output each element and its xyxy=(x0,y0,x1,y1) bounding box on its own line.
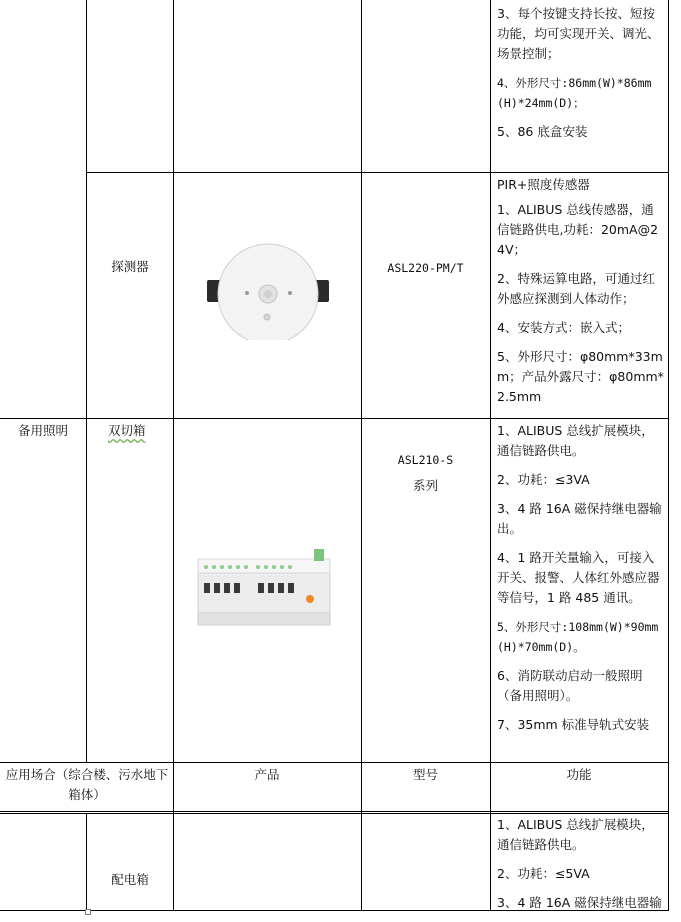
function-item: 3、4 路 16A 磁保持继电器输出。 xyxy=(497,501,662,536)
table-resize-handle[interactable] xyxy=(85,909,91,915)
row2-function xyxy=(497,175,665,416)
function-item: 1、ALIBUS 总线扩展模块，通信链路供电。 xyxy=(497,423,654,458)
header-scene: 应用场合（综合楼、污水地下箱体） xyxy=(5,767,169,802)
row3-model-line1: ASL210-S xyxy=(397,453,454,467)
row3-product-label: 双切箱 xyxy=(108,423,146,438)
row3-product-name xyxy=(108,421,168,441)
row1-function xyxy=(497,4,665,151)
function-item: 1、ALIBUS 总线传感器，通信链路供电,功耗：20mA@24V； xyxy=(497,202,659,257)
row4-product-name: 配电箱 xyxy=(111,872,149,887)
function-item: 1、ALIBUS 总线扩展模块，通信链路供电。 xyxy=(497,817,654,852)
function-item: 4、1 路开关量输入，可接入开关、报警、人体红外感应器等信号，1 路 485 通讯。 xyxy=(497,550,660,605)
function-title: PIR+照度传感器 xyxy=(497,177,590,192)
header-function: 功能 xyxy=(566,767,592,782)
row2-product-name: 探测器 xyxy=(111,259,149,274)
row3-scene: 备用照明 xyxy=(17,423,68,438)
function-item: 2、功耗：≤3VA xyxy=(497,472,590,487)
row2-model: ASL220-PM/T xyxy=(387,261,464,275)
row3-model-line2: 系列 xyxy=(412,478,438,493)
row3-function xyxy=(497,421,665,744)
header-product: 产品 xyxy=(254,767,280,782)
function-item: 4、安装方式：嵌入式； xyxy=(497,320,630,335)
function-item: 6、消防联动启动一般照明（备用照明）。 xyxy=(497,668,643,703)
function-item: 3、每个按键支持长按、短按功能，均可实现开关、调光、场景控制； xyxy=(497,6,660,61)
function-item: 5、外形尺寸:108mm(W)*90mm(H)*70mm(D)。 xyxy=(497,620,659,654)
dual-switch-box-image xyxy=(196,547,332,629)
function-item: 2、功耗：≤5VA xyxy=(497,866,590,881)
row3-model xyxy=(361,450,490,496)
header-model: 型号 xyxy=(412,767,438,782)
function-item: 3、4 路 16A 磁保持继电器输 xyxy=(497,895,662,910)
function-item: 5、外形尺寸：φ80mm*33mm；产品外露尺寸：φ80mm*2.5mm xyxy=(497,349,664,404)
function-item: 2、特殊运算电路，可通过红外感应探测到人体动作； xyxy=(497,271,655,306)
row4-function xyxy=(497,815,665,922)
function-item: 5、86 底盒安装 xyxy=(497,124,588,139)
function-item: 7、35mm 标准导轨式安装 xyxy=(497,717,650,732)
function-item: 4、外形尺寸:86mm(W)*86mm(H)*24mm(D)； xyxy=(497,76,652,110)
sensor-image xyxy=(203,240,333,340)
